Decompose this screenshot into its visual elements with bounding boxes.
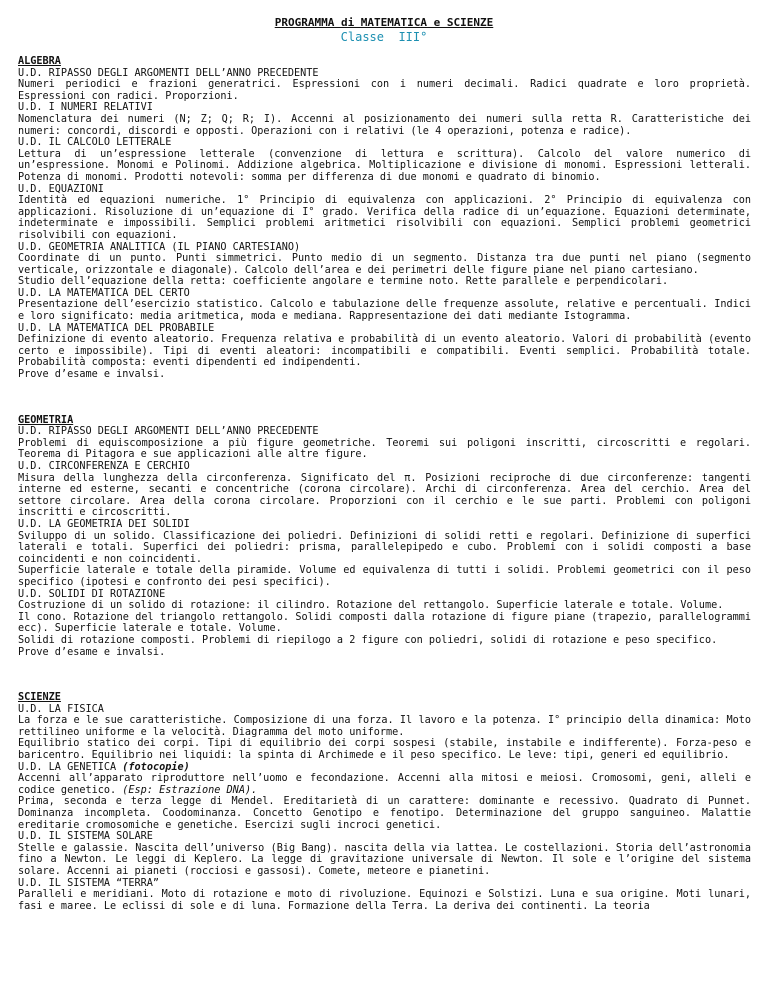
paragraph-text: U.D. IL SISTEMA “TERRA” [18,877,160,889]
unit-heading [18,137,751,149]
paragraph-text: Identità ed equazioni numeriche. 1° Principio di equivalenza con applicazioni. 2° Principio di equivalenza con applicazioni. Risoluzione di un’equazione di I° grado. Verifica della radice di un’equazione. Equazioni determinate, indeterminate e impossibili. Semplici problemi aritmetici risolvibili con equazioni. Semplici problemi geometrici risolvibili con equazioni. [18,195,751,241]
paragraph-text: Prima, seconda e terza legge di Mendel. Ereditarietà di un carattere: dominante e recessivo. Quadrato di Punnet. Dominanza incompleta. Coodominanza. Concetto Genotipo e fenotipo. Determinazione del gruppo sanguineo. Malattie ereditarie cromosomiche e genetiche. Esercizi sugli incroci genetici. [18,796,751,831]
paragraph [18,473,751,519]
section-algebra [18,56,751,381]
unit-heading [18,589,751,601]
unit-heading [18,831,751,843]
unit-heading [18,242,751,254]
paragraph [18,796,751,831]
paragraph-text: U.D. LA FISICA [18,703,104,715]
paragraph [18,715,751,738]
paragraph [18,738,751,761]
paragraph [18,612,751,635]
paragraph-text: Prove d’esame e invalsi. [18,369,166,381]
paragraph-text: Prove d’esame e invalsi. [18,646,166,658]
unit-heading [18,704,751,716]
unit-heading [18,647,751,659]
paragraph-text: Coordinate di un punto. Punti simmetrici. Punto medio di un segmento. Distanza tra due punti nel piano (segmento verticale, orizzontale e diagonale). Calcolo dell’area e dei perimetri delle figure piane nel piano cartesiano. [18,253,751,276]
paragraph [18,253,751,276]
paragraph-text: Nomenclatura dei numeri (N; Z; Q; R; I). Accenni al posizionamento dei numeri sulla retta R. Caratteristiche dei numeri: concordi, discordi e opposti. Operazioni con i relativi (le 4 operazioni, potenza e radice). [18,113,751,137]
paragraph-text: La forza e le sue caratteristiche. Composizione di una forza. Il lavoro e la potenza. I° principio della dinamica: Moto rettilineo uniforme e la velocità. Diagramma del moto uniforme. [18,715,751,738]
paragraph [18,276,751,288]
paragraph-text: Misura della lunghezza della circonferenza. Significato del π. Posizioni reciproche di due circonferenze: tangenti interne ed esterne, secanti e concentriche (corona circolare). Archi di circonferenza. Area del cerchio. Area del settore circolare. Area della corona circolare. Proporzioni con il cerchio e le sue parti. Problemi con poligoni inscritti e circoscritti. [18,472,751,519]
unit-heading [18,426,751,438]
paragraph [18,600,751,612]
paragraph-text: U.D. RIPASSO DEGLI ARGOMENTI DELL’ANNO PRECEDENTE [18,426,319,438]
unit-heading [18,878,751,890]
paragraph-text: Equilibrio statico dei corpi. Tipi di equilibrio dei corpi sospesi (stabile, instabile e indifferente). Forza-peso e baricentro. Equilibrio nei liquidi: la spinta di Archimede e il peso specifico. Le leve: tipi, generi ed equilibrio. [18,738,751,762]
paragraph [18,565,751,588]
unit-heading [18,288,751,300]
paragraph-text: Studio dell’equazione della retta: coefficiente angolare e termine noto. Rette parallele e perpendicolari. [18,276,669,288]
paragraph-text: Stelle e galassie. Nascita dell’universo (Big Bang). nascita della via lattea. Le costellazioni. Storia dell’astronomia fino a Newton. Le leggi di Keplero. La legge di gravitazione universale di Newton. Il sole e l’origine del sistema solare. Accenni ai pianeti (rocciosi e gassosi). Comete, meteore e pianetini. [18,842,751,877]
paragraph [18,889,751,912]
paragraph [18,773,751,796]
section-heading: GEOMETRIA [18,414,74,426]
paragraph-note: (fotocopie) [122,761,190,773]
paragraph-text: Numeri periodici e frazioni generatrici. Espressioni con i numeri decimali. Radici quadrate e loro proprietà. Espressioni con radici. Proporzioni. [18,79,751,102]
paragraph-note: (Esp: Estrazione DNA). [122,784,258,796]
page-title: PROGRAMMA di MATEMATICA e SCIENZE [274,16,494,29]
document-body [18,56,751,912]
class-subtitle: Classe III° [340,30,428,44]
paragraph-text: U.D. IL SISTEMA SOLARE [18,831,153,843]
paragraph-text: Problemi di equiscomposizione a più figure geometriche. Teoremi sui poligoni inscritti, circoscritti e regolari. Teorema di Pitagora e sue applicazioni alle altre figure. [18,437,751,461]
paragraph-text: Il cono. Rotazione del triangolo rettangolo. Solidi composti dalla rotazione di figure piane (trapezio, parallelogrammi ecc). Superficie laterale e totale. Volume. [18,611,751,635]
paragraph-text: Presentazione dell’esercizio statistico. Calcolo e tabulazione delle frequenze assolute, relative e percentuali. Indici e loro significato: media aritmetica, moda e mediana. Rappresentazione dei dati mediante Istogramma. [18,299,751,323]
paragraph-text: U.D. CIRCONFERENZA E CERCHIO [18,461,190,472]
paragraph-text: Definizione di evento aleatorio. Frequenza relativa e probabilità di un evento aleatorio. Valori di probabilità (evento certo e impossibile). Tipi di eventi aleatori: incompatibili e compatibili. Eventi semplici. Probabilità totale. Probabilità composta: eventi dipendenti ed indipendenti. [18,334,751,369]
paragraph [18,149,751,184]
paragraph-text: Accenni all’apparato riproduttore nell’uomo e fecondazione. Accenni alla mitosi e meiosi. Cromosomi, geni, alleli e codice genetico. [18,773,751,796]
paragraph [18,843,751,878]
paragraph [18,531,751,566]
paragraph-text: U.D. IL CALCOLO LETTERALE [18,137,172,149]
section-heading: SCIENZE [18,692,61,704]
section-heading: ALGEBRA [18,56,61,67]
paragraph [18,334,751,369]
paragraph-text: Paralleli e meridiani. Moto di rotazione e moto di rivoluzione. Equinozi e Solstizi. Luna e sua origine. Moti lunari, fasi e maree. Le eclissi di sole e di luna. Formazione della Terra. La deriva dei continenti. La teoria [18,889,751,912]
paragraph [18,79,751,102]
unit-heading [18,323,751,335]
paragraph-text: U.D. LA GEOMETRIA DEI SOLIDI [18,518,190,530]
paragraph [18,635,751,647]
unit-heading [18,68,751,80]
paragraph-text: U.D. GEOMETRIA ANALITICA (IL PIANO CARTESIANO) [18,241,301,253]
paragraph [18,438,751,461]
unit-heading [18,369,751,381]
paragraph-text: U.D. LA MATEMATICA DEL PROBABILE [18,322,215,334]
unit-heading [18,102,751,114]
paragraph-text: Solidi di rotazione composti. Problemi di riepilogo a 2 figure con poliedri, solidi di rotazione e peso specifico. [18,634,718,646]
paragraph-text: U.D. LA GENETICA [18,761,117,773]
paragraph-text: U.D. I NUMERI RELATIVI [18,102,153,114]
unit-heading [18,762,751,774]
paragraph-text: Superficie laterale e totale della piramide. Volume ed equivalenza di tutti i solidi. Problemi geometrici con il peso specifico (ipotesi e confronto dei pesi specifici). [18,565,751,588]
paragraph-text: U.D. EQUAZIONI [18,183,104,195]
paragraph [18,114,751,137]
section-scienze [18,692,751,912]
paragraph-text: U.D. RIPASSO DEGLI ARGOMENTI DELL’ANNO PRECEDENTE [18,67,319,79]
paragraph-text: Lettura di un’espressione letterale (convenzione di lettura e scrittura). Calcolo del valore numerico di un’espressione. Monomi e Polinomi. Addizione algebrica. Moltiplicazione e divisione di monomi. Espressioni letterali. Potenza di monomi. Prodotti notevoli: somma per differenza di due monomi e quadrato di binomio. [18,148,751,183]
paragraph-text: Sviluppo di un solido. Classificazione dei poliedri. Definizioni di solidi retti e regolari. Definizione di superfici laterali e totali. Superfici dei poliedri: prisma, parallelepipedo e cubo. Problemi con i solidi composti a base coincidenti e non coincidenti. [18,530,751,565]
paragraph-text: Costruzione di un solido di rotazione: il cilindro. Rotazione del rettangolo. Superficie laterale e totale. Volume. [18,600,724,612]
paragraph [18,299,751,322]
paragraph [18,195,751,241]
section-geometria [18,415,751,658]
paragraph-text: U.D. SOLIDI DI ROTAZIONE [18,588,166,600]
unit-heading [18,184,751,196]
paragraph-text: U.D. LA MATEMATICA DEL CERTO [18,287,190,299]
unit-heading [18,519,751,531]
unit-heading [18,461,751,473]
